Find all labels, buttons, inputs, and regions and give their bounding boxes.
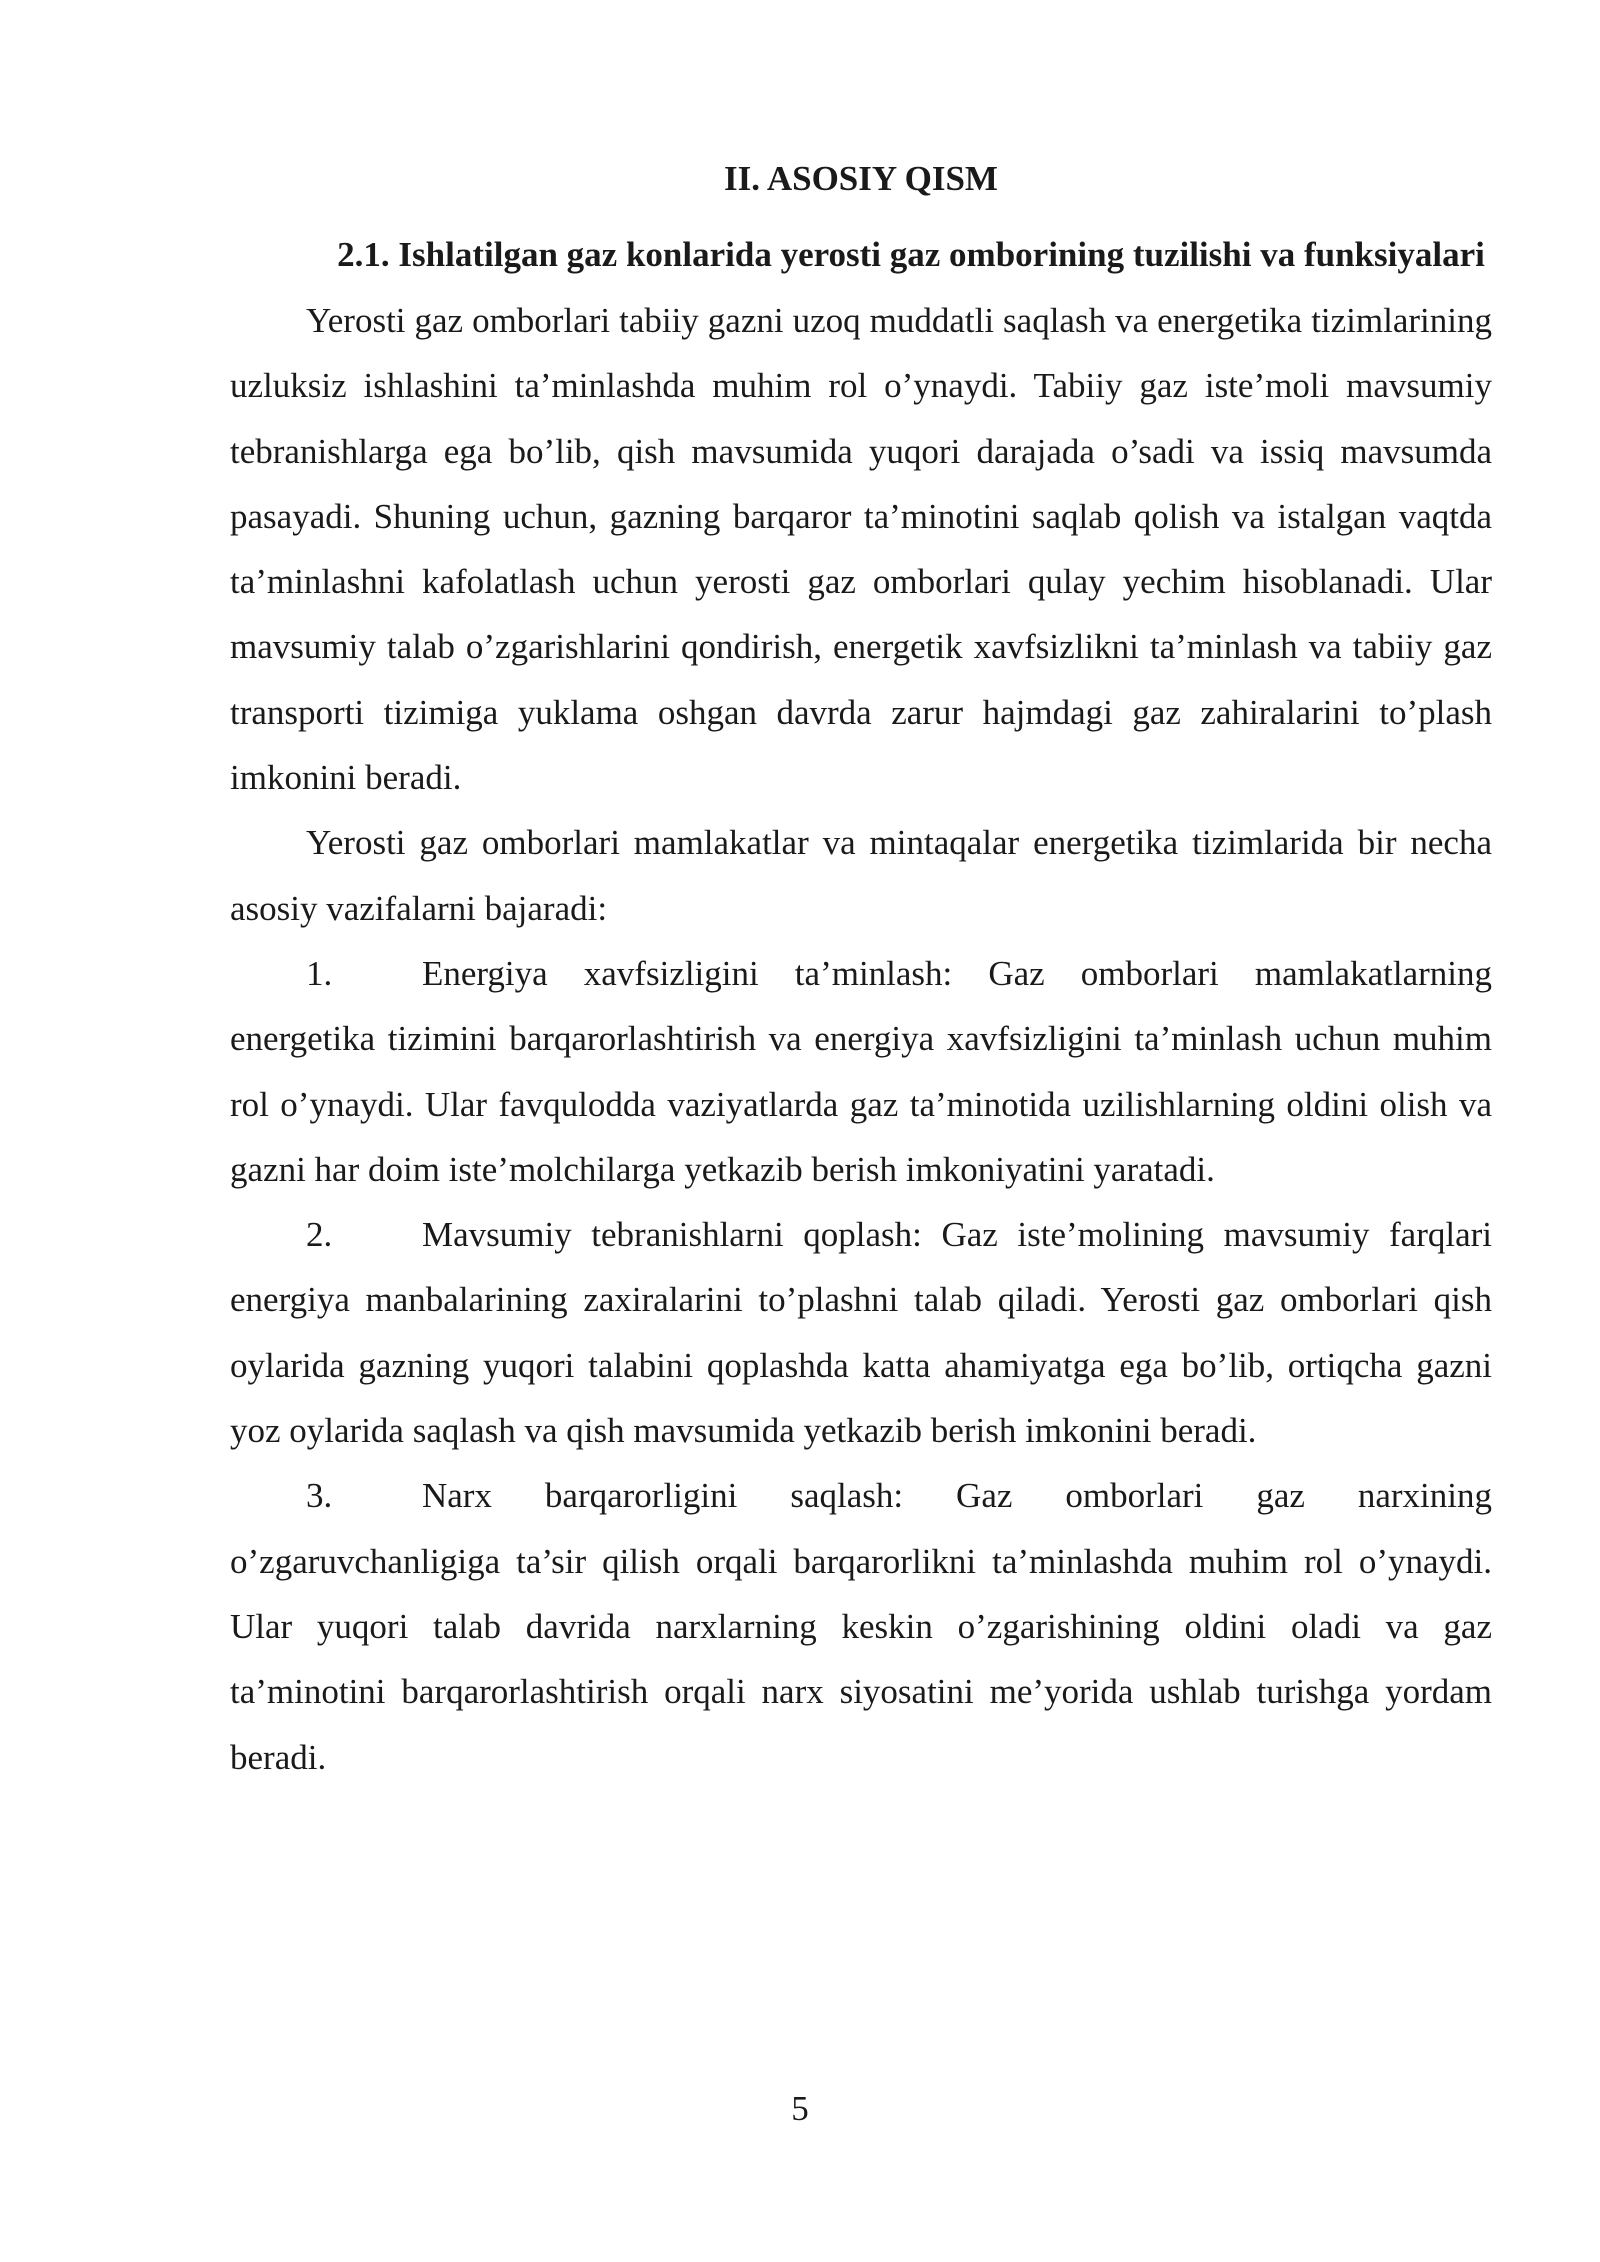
paragraph-intro: Yerosti gaz omborlari tabiiy gazni uzoq muddatli saqlash va energetika tizimlarining uzluksiz ishlashini ta’minlashda muhim rol o’ynaydi. Tabiiy gaz iste’moli mavsumiy tebranishlarga ega bo’lib, qish mavsumida yuqori darajada o’sadi va issiq mavsumda pasayadi. Shuning uchun, gazning barqaror ta’minotini saqlab qolish va istalgan vaqtda ta’minlashni kafolatlash uchun yerosti gaz omborlari qulay yechim hisoblanadi. Ular mavsumiy talab o’zgarishlarini qondirish, energetik xavfsizlikni ta’minlash va tabiiy gaz transporti tizimiga yuklama oshgan davrda zarur hajmdagi gaz zahiralarini to’plash imkonini beradi. [230,301,1492,798]
list-item-energy-security [230,941,1492,1202]
list-item-seasonal-balancing [230,1202,1492,1463]
list-item-text: Mavsumiy tebranishlarni qoplash: Gaz iste’molining mavsumiy farqlari energiya manbalarining zaxiralarini to’plashni talab qiladi. Yerosti gaz omborlari qish oylarida gazning yuqori talabini qoplashda katta ahamiyatga ega bo’lib, ortiqcha gazni yoz oylarida saqlash va qish mavsumida yetkazib berish imkonini beradi. [230,1215,1492,1451]
section-heading: II. ASOSIY QISM [724,159,998,198]
page-content [230,146,1492,1790]
list-item-number: 3. [306,1476,333,1516]
list-item-text: Narx barqarorligini saqlash: Gaz omborlari gaz narxining o’zgaruvchanligiga ta’sir qilish orqali barqarorlikni ta’minlashda muhim rol o’ynaydi. Ular yuqori talab davrida narxlarning keskin o’zgarishining oldini oladi va gaz ta’minotini barqarorlashtirish orqali narx siyosatini me’yorida ushlab turishga yordam beradi. [230,1476,1492,1777]
paragraph-functions-lead: Yerosti gaz omborlari mamlakatlar va mintaqalar energetika tizimlarida bir necha asosiy vazifalarni bajaradi: [230,823,1492,928]
list-item-price-stability [230,1463,1492,1789]
list-item-number: 1. [306,953,333,993]
subsection-heading: 2.1. Ishlatilgan gaz konlarida yerosti gaz omborining tuzilishi va funksiyalari [337,235,1485,274]
list-item-text: Energiya xavfsizligini ta’minlash: Gaz omborlari mamlakatlarning energetika tizimini barqarorlashtirish va energiya xavfsizligini ta’minlash uchun muhim rol o’ynaydi. Ular favqulodda vaziyatlarda gaz ta’minotida uzilishlarning oldini olish va gazni har doim iste’molchilarga yetkazib berish imkoniyatini yaratadi. [230,953,1492,1189]
page-number: 5 [791,2089,809,2128]
list-item-number: 2. [306,1215,333,1255]
